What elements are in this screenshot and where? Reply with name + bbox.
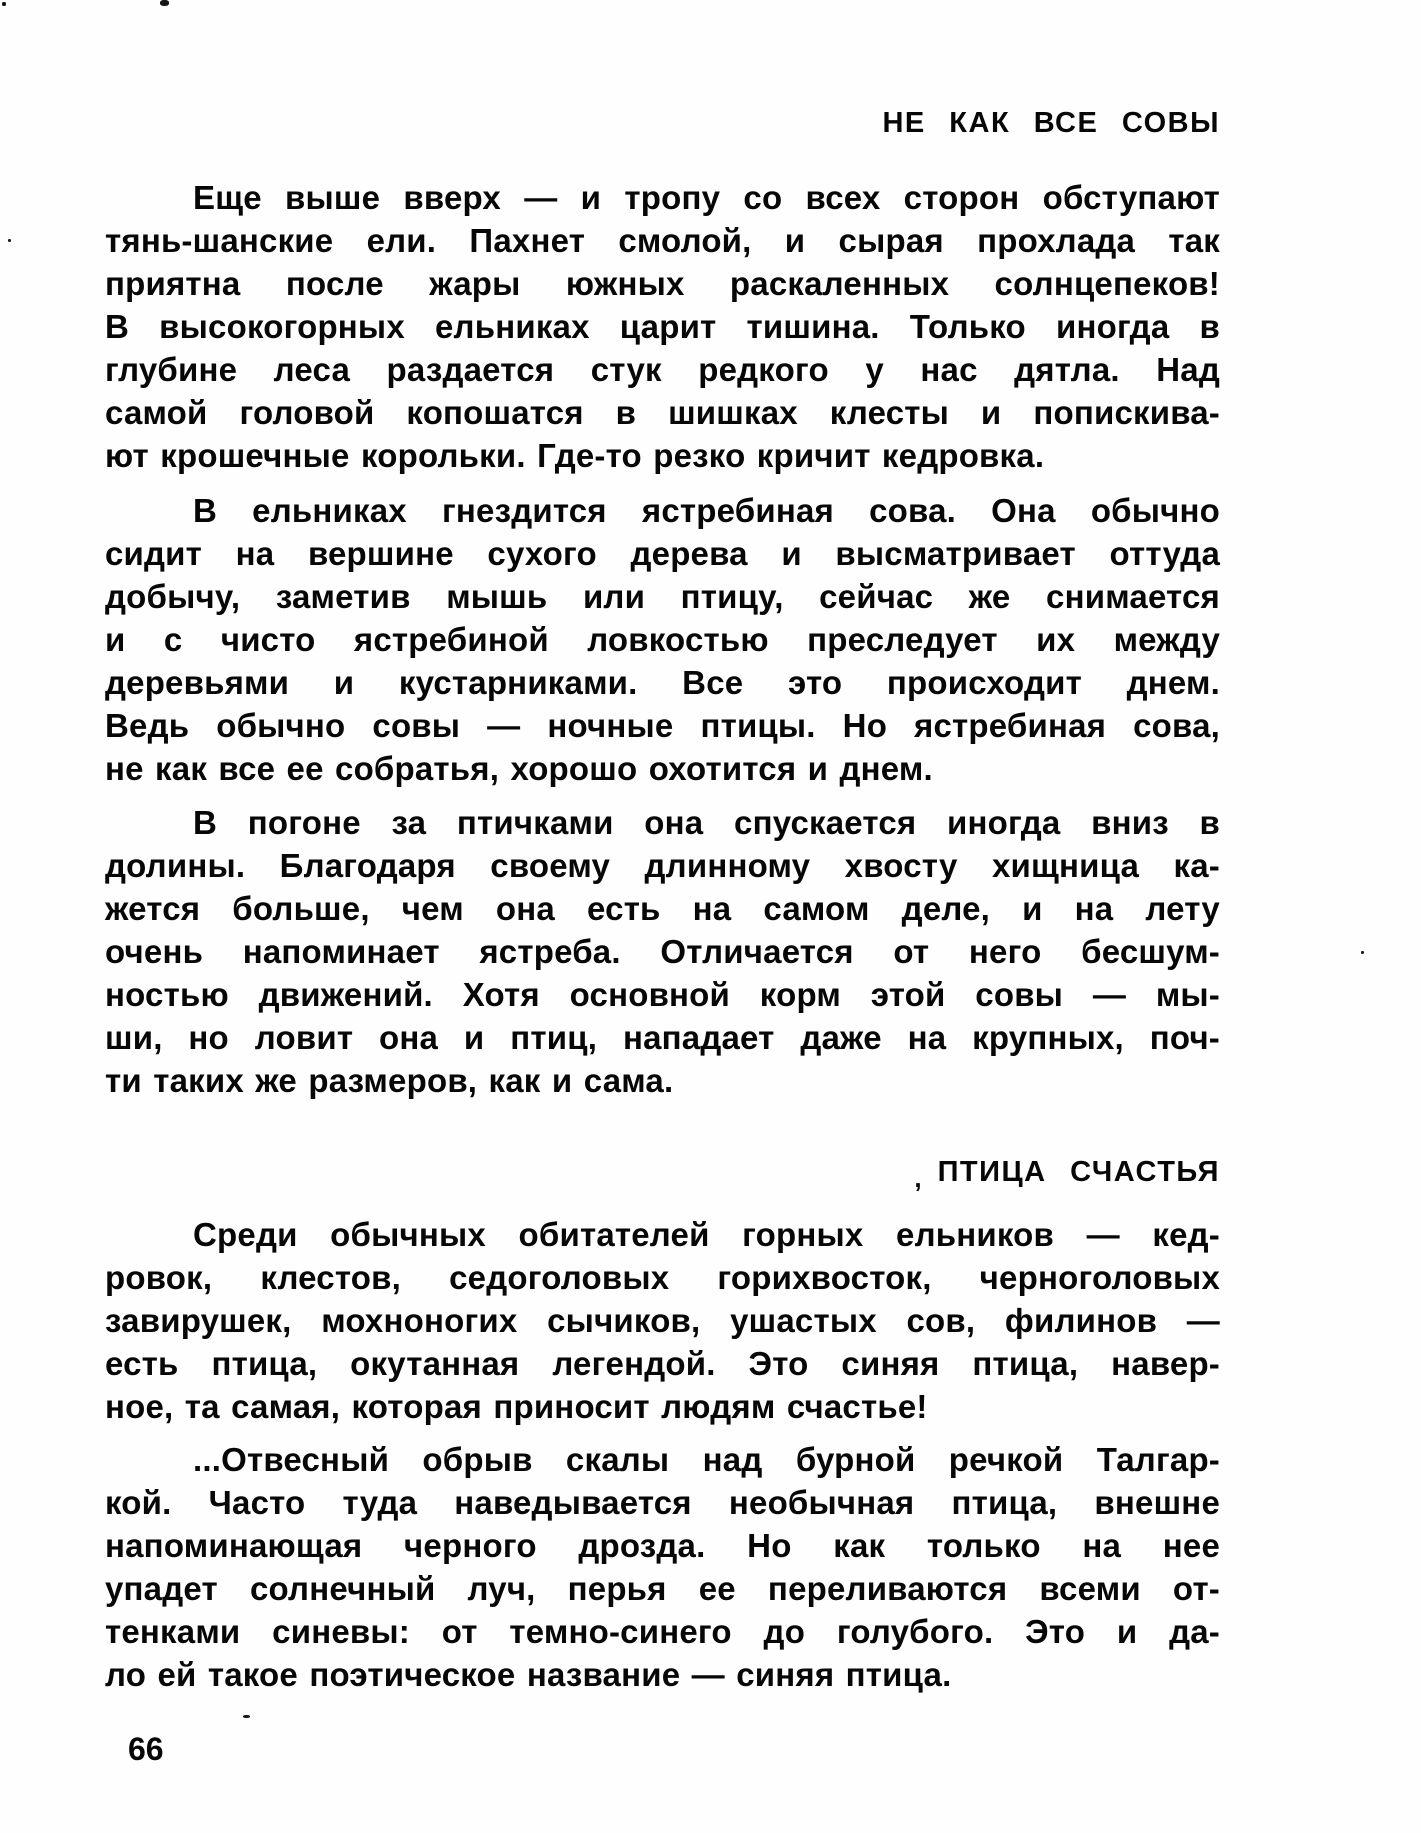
- text-line: Еще выше вверх — и тропу со всех сторон обступают: [193, 179, 1220, 216]
- paragraph: [105, 1213, 1220, 1428]
- text-line: очень напоминает ястреба. Отличается от него бесшум-: [105, 933, 1220, 970]
- paragraph: [105, 801, 1220, 1102]
- section-heading: [105, 102, 1220, 145]
- scan-speck: [160, 0, 169, 6]
- text-line: В погоне за птичками она спускается иногда вниз в: [193, 804, 1220, 841]
- text-line: глубине леса раздается стук редкого у нас дятла. Над: [105, 351, 1220, 388]
- scan-speck: [243, 1715, 250, 1718]
- text-line: ло ей такое поэтическое название — синяя птица.: [105, 1656, 952, 1693]
- section-heading: [105, 1151, 1220, 1194]
- text-line: напоминающая черного дрозда. Но как только на нее: [105, 1527, 1220, 1564]
- section-heading-text: НЕ КАК ВСЕ СОВЫ: [882, 107, 1220, 139]
- ink-speck-comma: ,: [914, 1163, 922, 1193]
- text-line: и с чисто ястребиной ловкостью преследует их между: [105, 621, 1220, 658]
- text-line: долины. Благодаря своему длинному хвосту хищница ка-: [105, 847, 1220, 884]
- scan-speck: [1361, 951, 1364, 954]
- section: [105, 1151, 1220, 1696]
- section-heading-text: ПТИЦА СЧАСТЬЯ: [937, 1156, 1220, 1188]
- text-line: ши, но ловит она и птиц, нападает даже на крупных, поч-: [105, 1019, 1220, 1056]
- text-line: Среди обычных обитателей горных ельников — кед-: [193, 1216, 1220, 1253]
- text-line: тянь-шанские ели. Пахнет смолой, и сырая прохлада так: [105, 222, 1220, 259]
- text-line: добычу, заметив мышь или птицу, сейчас же снимается: [105, 578, 1220, 615]
- text-line: самой головой копошатся в шишках клесты и попискива-: [105, 394, 1220, 431]
- text-line: есть птица, окутанная легендой. Это синяя птица, навер-: [105, 1345, 1220, 1382]
- text-line: ровок, клестов, седоголовых горихвосток, черноголовых: [105, 1259, 1220, 1296]
- text-line: деревьями и кустарниками. Все это происходит днем.: [105, 664, 1220, 701]
- text-line: упадет солнечный луч, перья ее переливаются всеми от-: [105, 1570, 1220, 1607]
- text-line: жется больше, чем она есть на самом деле, и на лету: [105, 890, 1220, 927]
- text-line: ностью движений. Хотя основной корм этой совы — мы-: [105, 976, 1220, 1013]
- text-line: приятна после жары южных раскаленных солнцепеков!: [105, 265, 1220, 302]
- text-line: В высокогорных ельниках царит тишина. Только иногда в: [105, 308, 1220, 345]
- text-line: сидит на вершине сухого дерева и высматривает оттуда: [105, 535, 1220, 572]
- paragraph: [105, 1438, 1220, 1696]
- paragraph: [105, 489, 1220, 790]
- text-line: ное, та самая, которая приносит людям счастье!: [105, 1388, 928, 1425]
- paragraph: [105, 176, 1220, 477]
- text-line: В ельниках гнездится ястребиная сова. Она обычно: [193, 492, 1220, 529]
- text-line: не как все ее собратья, хорошо охотится и днем.: [105, 750, 933, 787]
- text-line: Ведь обычно совы — ночные птицы. Но ястребиная сова,: [105, 707, 1220, 744]
- text-line: тенками синевы: от темно-синего до голубого. Это и да-: [105, 1613, 1220, 1650]
- scan-speck: [8, 239, 11, 242]
- text-line: ти таких же размеров, как и сама.: [105, 1062, 674, 1099]
- section: [105, 102, 1220, 1102]
- text-line: ...Отвесный обрыв скалы над бурной речкой Талгар-: [193, 1441, 1220, 1478]
- page-content: [105, 102, 1220, 1696]
- text-line: ют крошечные корольки. Где-то резко кричит кедровка.: [105, 437, 1045, 474]
- text-line: кой. Часто туда наведывается необычная птица, внешне: [105, 1484, 1220, 1521]
- page-number: 66: [128, 1731, 164, 1767]
- text-line: завирушек, мохноногих сычиков, ушастых сов, филинов —: [105, 1302, 1220, 1339]
- scan-speck: [2, 2, 6, 6]
